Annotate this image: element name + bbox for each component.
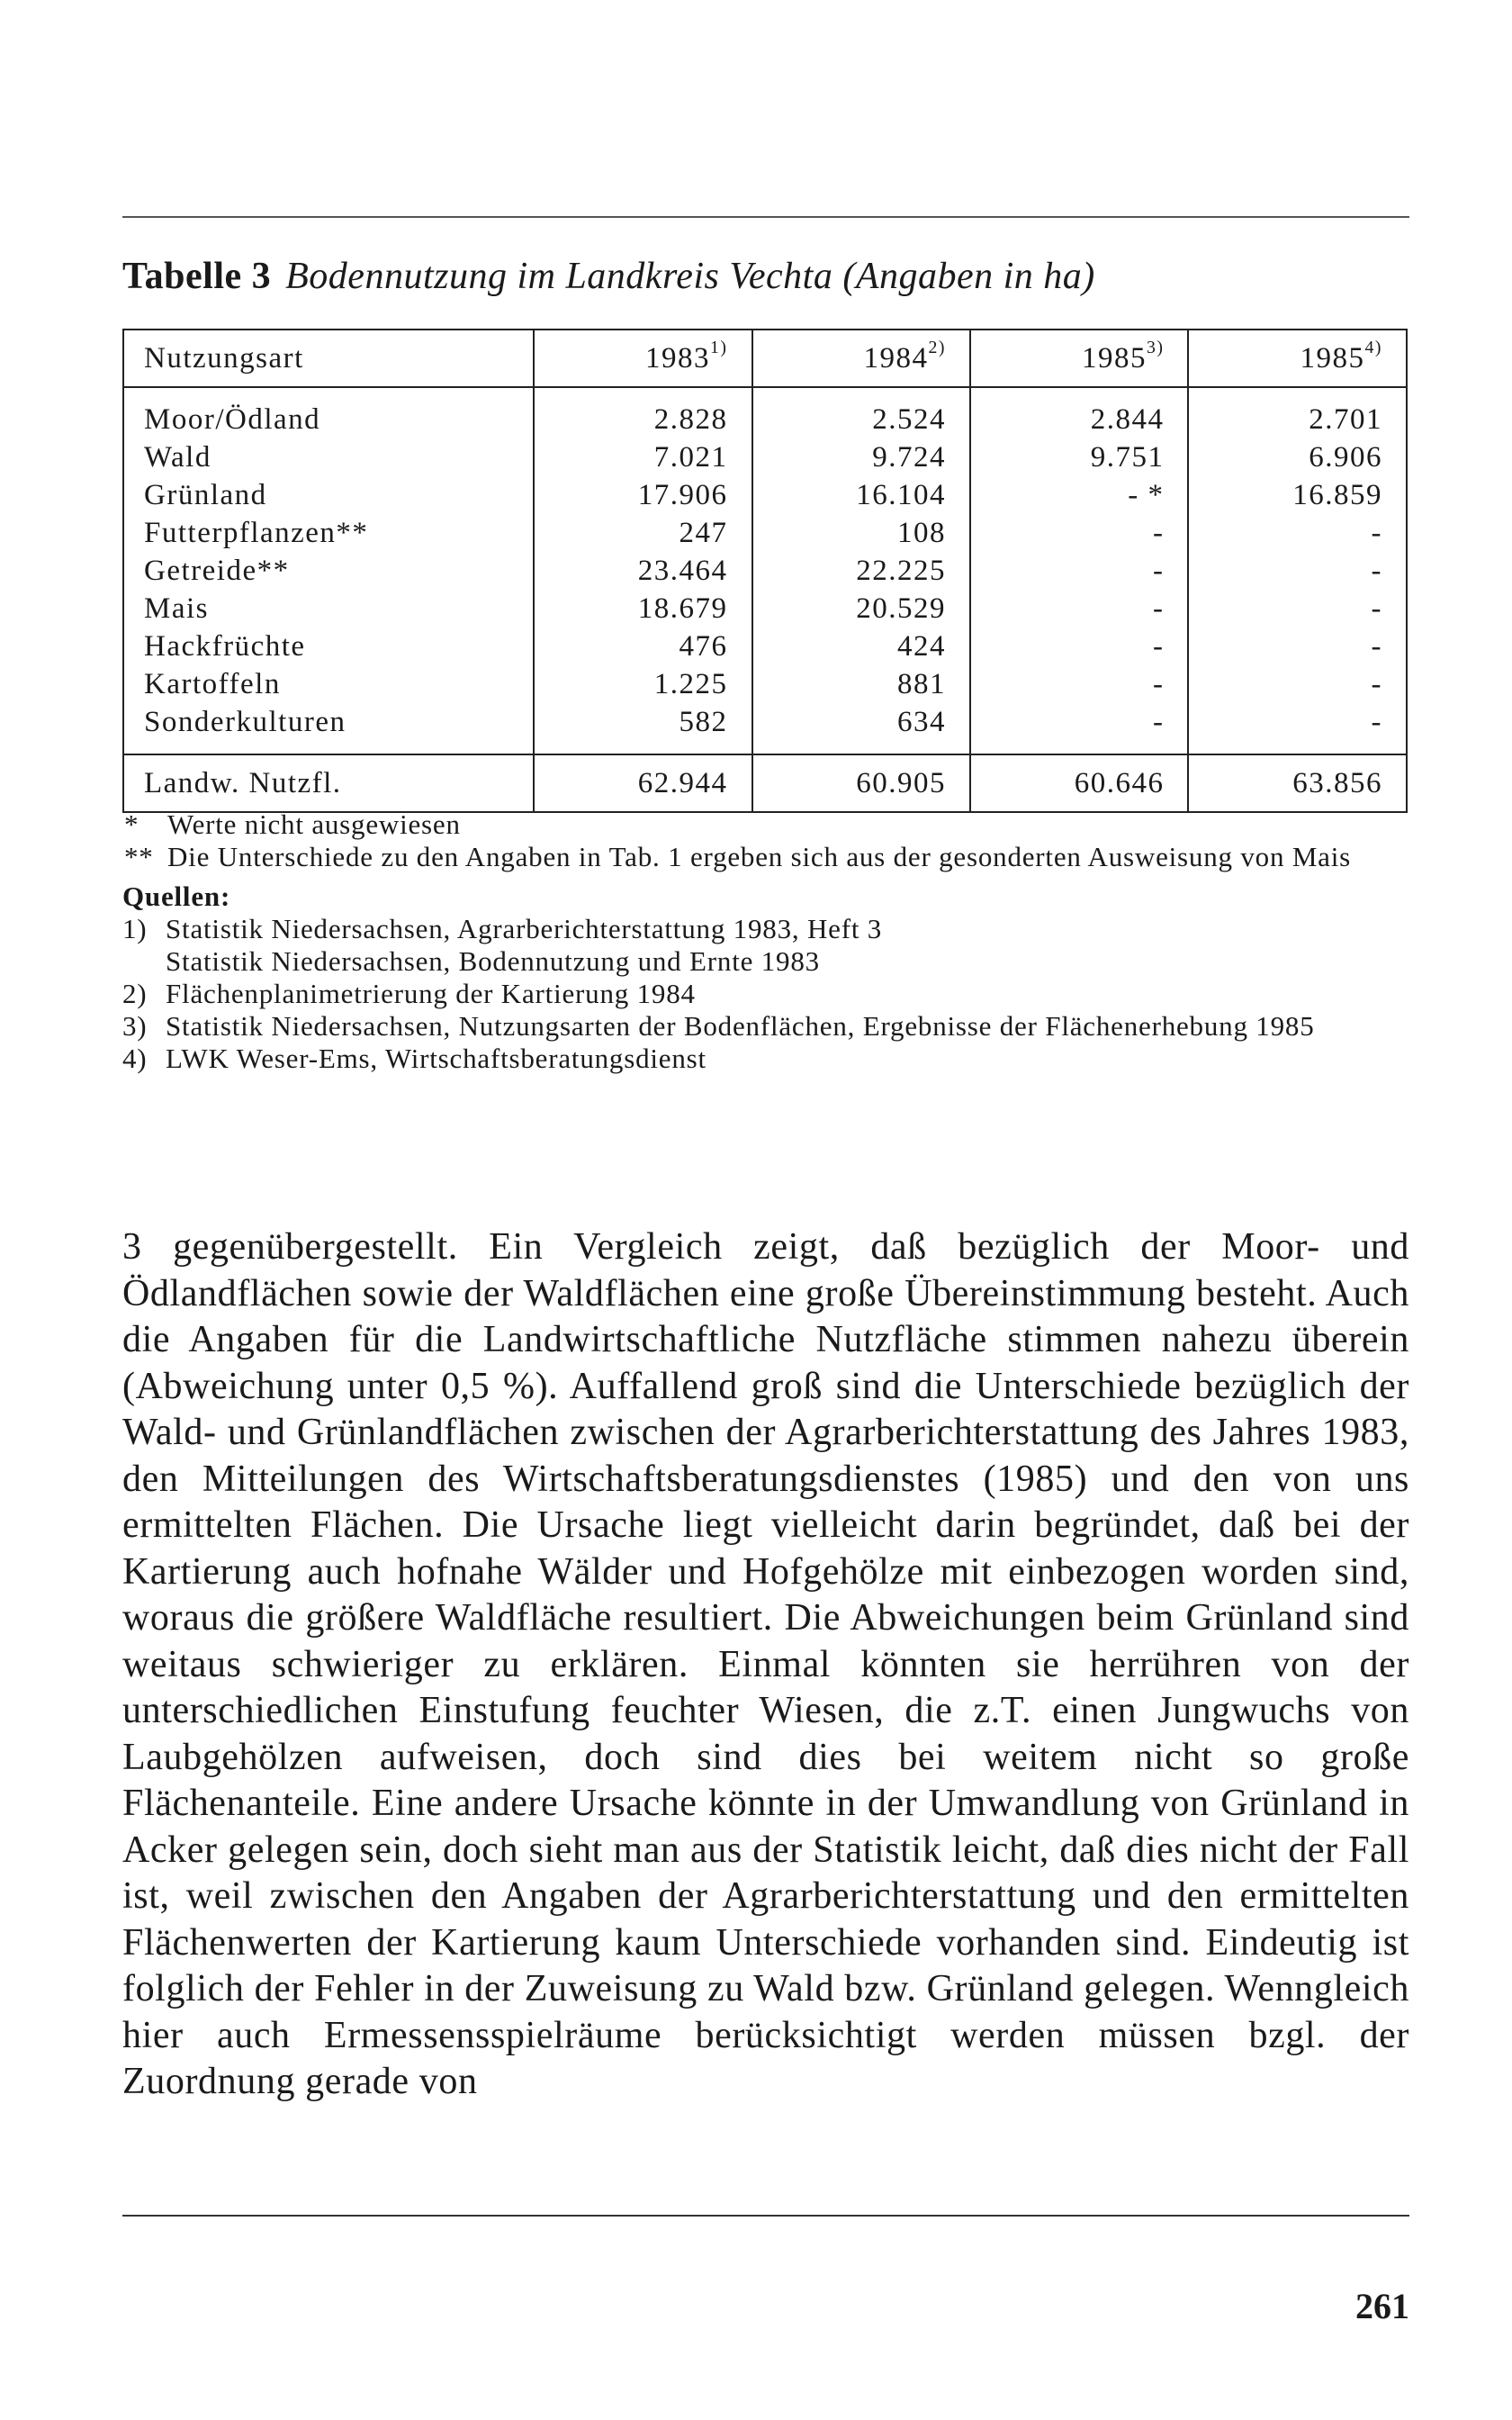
table-row	[123, 665, 1407, 703]
table-row	[123, 387, 1407, 438]
table-cell: -	[970, 552, 1188, 590]
table-cell: -	[970, 665, 1188, 703]
table-cell: Wald	[123, 438, 534, 476]
source-item	[122, 1043, 1409, 1075]
table-cell: 17.906	[534, 476, 752, 514]
table-row	[123, 552, 1407, 590]
table-cell: -	[1188, 590, 1407, 628]
sources-heading: Quellen:	[122, 880, 231, 912]
source-item	[122, 945, 1409, 978]
table-cell: 63.856	[1188, 754, 1407, 812]
table-cell: Sonderkulturen	[123, 703, 534, 754]
table-cell: 476	[534, 628, 752, 665]
table-cell: Grünland	[123, 476, 534, 514]
table-row	[123, 476, 1407, 514]
source-number: 2)	[122, 978, 148, 1009]
table-cell: -	[1188, 703, 1407, 754]
table-cell: Mais	[123, 590, 534, 628]
header-1985-b: 1985$^{4)}$	[1188, 330, 1407, 387]
table-cell: 16.104	[752, 476, 970, 514]
table-cell: 2.828	[534, 387, 752, 438]
table-cell: 6.906	[1188, 438, 1407, 476]
table-cell: Hackfrüchte	[123, 628, 534, 665]
table-cell: 62.944	[534, 754, 752, 812]
source-text: Statistik Niedersachsen, Agrarberichterstattung 1983, Heft 3	[166, 913, 883, 944]
table-row	[123, 590, 1407, 628]
table-cell: Moor/Ödland	[123, 387, 534, 438]
top-rule	[122, 216, 1409, 218]
table-cell: - *	[970, 476, 1188, 514]
source-item	[122, 1010, 1409, 1043]
source-number: 3)	[122, 1010, 148, 1042]
table-cell: 424	[752, 628, 970, 665]
table-cell: -	[970, 628, 1188, 665]
table-body	[123, 387, 1407, 754]
table-cell: 16.859	[1188, 476, 1407, 514]
table-cell: Kartoffeln	[123, 665, 534, 703]
table-cell: Futterpflanzen**	[123, 514, 534, 552]
table-cell: -	[1188, 665, 1407, 703]
source-number: 4)	[122, 1043, 148, 1074]
table-cell: 881	[752, 665, 970, 703]
table-caption	[122, 255, 1095, 298]
table-cell: 9.751	[970, 438, 1188, 476]
table-cell: 60.646	[970, 754, 1188, 812]
table-cell: 582	[534, 703, 752, 754]
header-1985-a: 1985$^{3)}$	[970, 330, 1188, 387]
table-title: Bodennutzung im Landkreis Vechta (Angaben in ha)	[285, 256, 1095, 297]
table-cell: 20.529	[752, 590, 970, 628]
table-cell: -	[1188, 628, 1407, 665]
table-cell: 23.464	[534, 552, 752, 590]
body-paragraph: 3 gegenübergestellt. Ein Vergleich zeigt, daß bezüglich der Moor- und Ödlandflächen sowie der Waldflächen eine große Übereinstimmung besteht. Auch die Angaben für die Landwirtschaftliche Nutzfläche stimmen nahezu überein (Abweichung unter 0,5 %). Auffallend groß sind die Unterschiede bezüglich der Wald- und Grünlandflächen zwischen der Agrarberichterstattung des Jahres 1983, den Mitteilungen des Wirtschaftsberatungsdienstes (1985) und den von uns ermittelten Flächen. Die Ursache liegt vielleicht darin begründet, daß bei der Kartierung auch hofnahe Wälder und Hofgehölze mit einbezogen worden sind, woraus die größere Waldfläche resultiert. Die Abweichungen beim Grünland sind weitaus schwieriger zu erklären. Einmal könnten sie herrühren von der unterschiedlichen Einstufung feuchter Wiesen, die z.T. einen Jungwuchs von Laubgehölzen aufweisen, doch sind dies bei weitem nicht so große Flächenanteile. Eine andere Ursache könnte in der Umwandlung von Grünland in Acker gelegen sein, doch sieht man aus der Statistik leicht, daß dies nicht der Fall ist, weil zwischen den Angaben der Agrarberichterstattung und den ermittelten Flächenwerten der Kartierung kaum Unterschiede vorhanden sind. Eindeutig ist folglich der Fehler in der Zuweisung zu Wald bzw. Grünland gelegen. Wenngleich hier auch Ermessensspielräume berücksichtigt werden müssen bzgl. der Zuordnung gerade von	[122, 1226, 1409, 2102]
table-cell: -	[970, 590, 1188, 628]
source-text: Statistik Niedersachsen, Bodennutzung und Ernte 1983	[166, 945, 820, 977]
table-cell: Getreide**	[123, 552, 534, 590]
table-total-row	[123, 754, 1407, 812]
table-cell: 2.524	[752, 387, 970, 438]
table-cell: 247	[534, 514, 752, 552]
table-cell: 22.225	[752, 552, 970, 590]
table-cell: 1.225	[534, 665, 752, 703]
table-row	[123, 438, 1407, 476]
footnote-text: Die Unterschiede zu den Angaben in Tab. 1 ergeben sich aus der gesonderten Ausweisung von Mais	[167, 841, 1352, 872]
source-text: LWK Weser-Ems, Wirtschaftsberatungsdienst	[166, 1043, 706, 1074]
table-cell: -	[970, 514, 1188, 552]
header-1983: 1983$^{1)}$	[534, 330, 752, 387]
footnote-text: Werte nicht ausgewiesen	[167, 808, 461, 840]
footnote	[122, 808, 1409, 841]
source-item	[122, 913, 1409, 945]
table-cell: 18.679	[534, 590, 752, 628]
footnote-mark: **	[124, 841, 154, 872]
table-cell: 60.905	[752, 754, 970, 812]
table-cell: -	[1188, 514, 1407, 552]
header-1984: 1984$^{2)}$	[752, 330, 970, 387]
page-number: 261	[1355, 2286, 1409, 2326]
land-use-table	[122, 329, 1408, 813]
source-number: 1)	[122, 913, 148, 944]
footnote	[122, 841, 1409, 873]
table-label: Tabelle 3	[122, 256, 272, 297]
table-cell: Landw. Nutzfl.	[123, 754, 534, 812]
table-row	[123, 703, 1407, 754]
table-notes	[122, 808, 1409, 1075]
source-text: Flächenplanimetrierung der Kartierung 1984	[166, 978, 696, 1009]
header-nutzungsart: Nutzungsart	[123, 330, 534, 387]
table-header-row	[123, 330, 1407, 387]
footnote-mark: *	[124, 808, 140, 840]
source-text: Statistik Niedersachsen, Nutzungsarten der Bodenflächen, Ergebnisse der Flächenerhebung 1985	[166, 1010, 1315, 1042]
table-cell: 634	[752, 703, 970, 754]
table-cell: 9.724	[752, 438, 970, 476]
table-row	[123, 514, 1407, 552]
document-page	[122, 0, 1409, 2420]
table-cell: -	[970, 703, 1188, 754]
table-cell: 2.701	[1188, 387, 1407, 438]
table-row	[123, 628, 1407, 665]
bottom-rule	[122, 2215, 1409, 2217]
table-cell: 108	[752, 514, 970, 552]
source-number	[122, 945, 166, 978]
table-cell: 7.021	[534, 438, 752, 476]
table-cell: 2.844	[970, 387, 1188, 438]
source-item	[122, 978, 1409, 1010]
table-cell: -	[1188, 552, 1407, 590]
